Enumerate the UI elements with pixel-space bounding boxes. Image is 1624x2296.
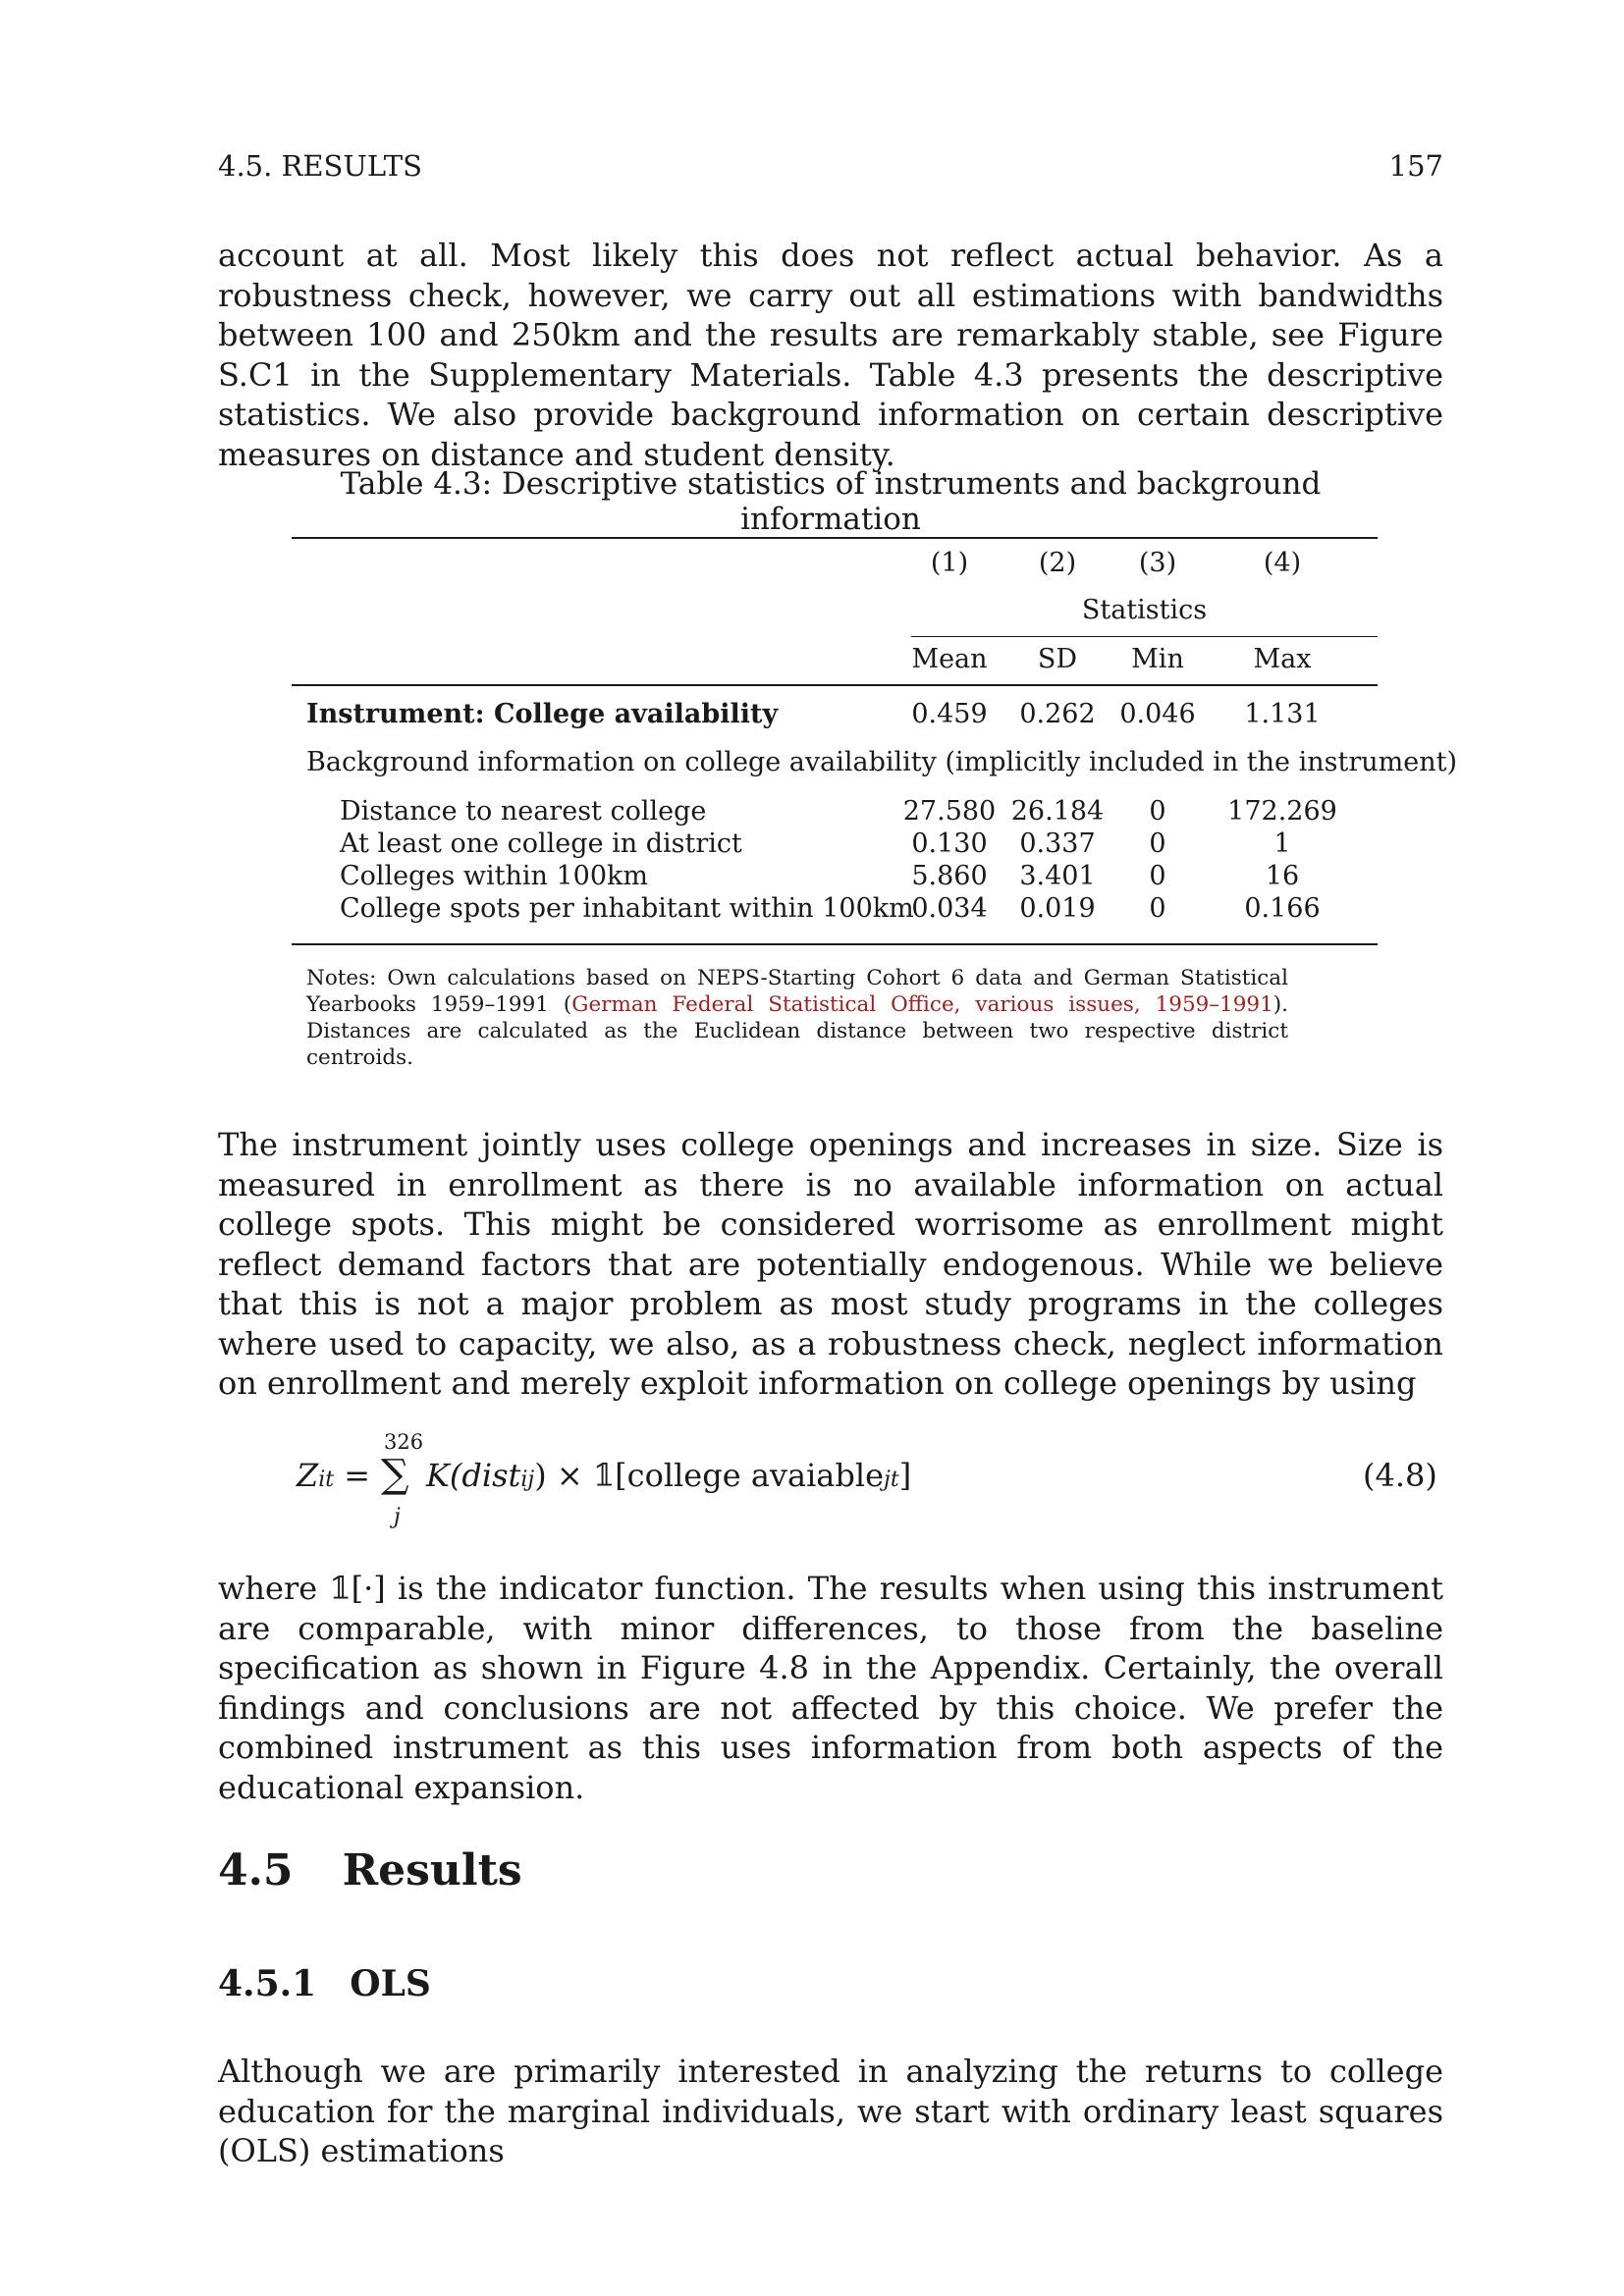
- cell-sd: 3.401: [1019, 861, 1096, 891]
- cell-min: 0: [1149, 893, 1166, 924]
- notes-text-before: Notes: Own calculations based on NEPS-Starting Cohort 6 data and German Statistical Yearbooks 1959–1991 (: [306, 966, 1288, 1017]
- row-label: College spots per inhabitant within 100km: [340, 893, 914, 924]
- running-header: [218, 149, 1443, 183]
- cell-max: 172.269: [1227, 796, 1337, 827]
- cell-sd: 0.019: [1019, 893, 1096, 924]
- cell-min: 0: [1149, 796, 1166, 827]
- cell-max: 1.131: [1244, 699, 1321, 729]
- section-title: Results: [342, 1845, 522, 1896]
- notes-citation-link[interactable]: German Federal Statistical Office, various issues, 1959–1991: [571, 992, 1273, 1017]
- subsection-number: 4.5.1: [218, 1963, 317, 2004]
- cell-mean: 5.860: [911, 861, 988, 891]
- col-label-min: Min: [1131, 644, 1184, 674]
- row-label: Instrument: College availability: [306, 699, 779, 729]
- cell-sd: 0.262: [1019, 699, 1096, 729]
- cell-sd: 0.337: [1019, 828, 1096, 859]
- paragraph-indicator: where 𝟙[·] is the indicator function. The results when using this instrument are comparable, with minor differences, to those from the baseline specification as shown in Figure 4.8 in the Appendix. Certainly, the overall findings and conclusions are not affected by this choice. We prefer the combined instrument as this uses information from both aspects of the educational expansion.: [218, 1570, 1444, 1806]
- subsection-heading: [218, 1963, 431, 2004]
- sum-symbol: ∑: [381, 1452, 409, 1497]
- notes-text-after: ). Distances are calculated as the Euclidean distance between two respective district centroids.: [306, 992, 1288, 1070]
- paragraph-instrument: The instrument jointly uses college openings and increases in size. Size is measured in enrollment as there is no available information on actual college spots. This might be considered worrisome as enrollment might reflect demand factors that are potentially endogenous. While we believe that this is not a major problem as most study programs in the colleges where used to capacity, we also, as a robustness check, neglect information on enrollment and merely exploit information on college openings by using: [218, 1126, 1443, 1402]
- col-label-sd: SD: [1037, 644, 1078, 674]
- col-number-1: (1): [930, 548, 969, 578]
- paragraph-3-prefix: where: [218, 1570, 318, 1607]
- equation-lhs-subscript: it: [318, 1468, 335, 1492]
- cell-max: 1: [1273, 828, 1291, 859]
- equation-lhs-symbol: Z: [297, 1457, 319, 1494]
- group-header-rule: [911, 636, 1378, 637]
- section-number: 4.5: [218, 1845, 294, 1896]
- cell-mean: 0.459: [911, 699, 988, 729]
- paragraph-3-body: is the indicator function. The results when using this instrument are comparable, with minor differences, to those from the baseline specification as shown in Figure 4.8 in the Appendix. Certainly, the overall findings and conclusions are not affected by this choice. We prefer the combined instrument as this uses information from both aspects of the educational expansion.: [218, 1570, 1444, 1806]
- paragraph-ols: Although we are primarily interested in analyzing the returns to college education for the marginal individuals, we start with ordinary least squares (OLS) estimations: [218, 2053, 1443, 2169]
- kernel-close-paren: ): [534, 1457, 547, 1494]
- table-mid-rule: [292, 684, 1378, 686]
- col-number-2: (2): [1038, 548, 1077, 578]
- cell-sd: 26.184: [1010, 796, 1105, 827]
- cell-min: 0: [1149, 828, 1166, 859]
- cell-mean: 0.130: [911, 828, 988, 859]
- cell-mean: 0.034: [911, 893, 988, 924]
- statistics-group-header: Statistics: [1081, 595, 1208, 625]
- cell-max: 16: [1265, 861, 1300, 891]
- equation-lhs: Zit =: [297, 1457, 371, 1494]
- col-label-mean: Mean: [911, 644, 988, 674]
- col-number-4: (4): [1263, 548, 1302, 578]
- table-notes: [306, 965, 1288, 1071]
- equation-rhs: K(distij) × 𝟙[college avaiablejt]: [426, 1457, 912, 1494]
- kernel-function: K(dist: [426, 1457, 521, 1494]
- section-heading: [218, 1845, 522, 1896]
- table-caption: Table 4.3: Descriptive statistics of instruments and background information: [340, 466, 1322, 537]
- cell-max: 0.166: [1244, 893, 1321, 924]
- col-number-3: (3): [1138, 548, 1177, 578]
- table-bottom-rule: [292, 943, 1378, 945]
- sum-upper-limit: 326: [384, 1430, 424, 1454]
- indicator-symbol: 𝟙[: [592, 1457, 627, 1494]
- intro-paragraph: account at all. Most likely this does not reflect actual behavior. As a robustness check, however, we carry out all estimations with bandwidths between 100 and 250km and the results are remarkably stable, see Figure S.C1 in the Supplementary Materials. Table 4.3 presents the descriptive statistics. We also provide background information on certain descriptive measures on distance and student density.: [218, 237, 1443, 473]
- cell-min: 0: [1149, 861, 1166, 891]
- running-header-section: 4.5. RESULTS: [218, 149, 422, 183]
- equation-number: (4.8): [1363, 1457, 1437, 1494]
- indicator-subscript: jt: [884, 1468, 899, 1492]
- sum-lower-limit: j: [394, 1505, 401, 1529]
- col-label-max: Max: [1253, 644, 1312, 674]
- cell-min: 0.046: [1119, 699, 1196, 729]
- cell-mean: 27.580: [902, 796, 997, 827]
- subsection-title: OLS: [350, 1963, 431, 2004]
- table-top-rule: [292, 537, 1378, 539]
- page-number: 157: [1388, 149, 1443, 183]
- indicator-argument: college avaiable: [626, 1457, 885, 1494]
- background-heading: Background information on college availability (implicitly included in the instrument): [306, 747, 1457, 777]
- row-label: Colleges within 100km: [340, 861, 648, 891]
- kernel-subscript: ij: [520, 1468, 535, 1492]
- row-label: Distance to nearest college: [340, 796, 707, 827]
- row-label: At least one college in district: [340, 828, 742, 859]
